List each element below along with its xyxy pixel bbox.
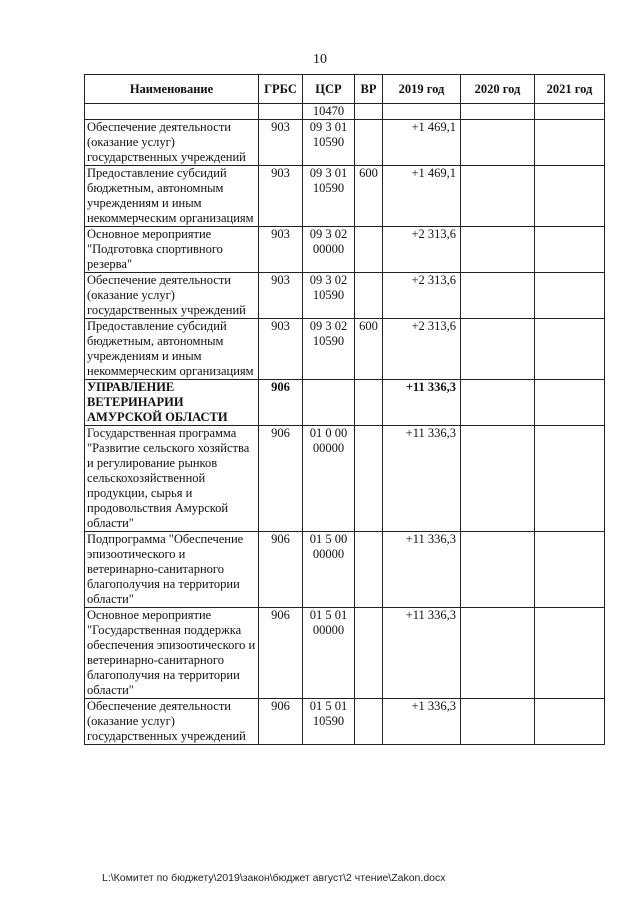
row-grbs-cell: 903 — [259, 319, 303, 380]
row-grbs-cell: 906 — [259, 699, 303, 745]
row-2019-cell — [383, 104, 461, 120]
row-name-cell: Обеспечение деятельности (оказание услуг) государственных учреждений — [85, 273, 259, 319]
row-name-cell — [85, 104, 259, 120]
row-2019-cell: +11 336,3 — [383, 532, 461, 608]
row-2021-cell — [535, 166, 605, 227]
row-vr-cell — [355, 532, 383, 608]
table-row — [85, 532, 605, 608]
row-vr-cell — [355, 608, 383, 699]
header-csr: ЦСР — [303, 75, 355, 104]
row-csr-cell: 09 3 02 10590 — [303, 319, 355, 380]
row-name-cell: Обеспечение деятельности (оказание услуг) государственных учреждений — [85, 120, 259, 166]
table-row — [85, 319, 605, 380]
row-2021-cell — [535, 699, 605, 745]
row-grbs-cell: 903 — [259, 227, 303, 273]
row-name-cell: Государственная программа "Развитие сельского хозяйства и регулирование рынков сельскохозяйственной продукции, сырья и продовольствия Амурской области" — [85, 426, 259, 532]
table-row — [85, 699, 605, 745]
row-2020-cell — [461, 380, 535, 426]
row-csr-cell: 01 5 01 10590 — [303, 699, 355, 745]
row-vr-cell — [355, 104, 383, 120]
row-2020-cell — [461, 699, 535, 745]
row-csr-cell: 10470 — [303, 104, 355, 120]
row-csr-cell — [303, 380, 355, 426]
row-2021-cell — [535, 120, 605, 166]
row-vr-cell — [355, 380, 383, 426]
row-2021-cell — [535, 227, 605, 273]
row-2019-cell: +11 336,3 — [383, 426, 461, 532]
row-2019-cell: +1 469,1 — [383, 120, 461, 166]
row-vr-cell — [355, 120, 383, 166]
row-2021-cell — [535, 273, 605, 319]
row-grbs-cell — [259, 104, 303, 120]
row-name-cell: Предоставление субсидий бюджетным, автономным учреждениям и иным некоммерческим организациям — [85, 319, 259, 380]
row-2020-cell — [461, 273, 535, 319]
row-vr-cell: 600 — [355, 319, 383, 380]
row-csr-cell: 01 5 00 00000 — [303, 532, 355, 608]
row-2020-cell — [461, 227, 535, 273]
row-2020-cell — [461, 532, 535, 608]
row-grbs-cell: 906 — [259, 426, 303, 532]
row-grbs-cell: 906 — [259, 532, 303, 608]
row-2021-cell — [535, 319, 605, 380]
footer-file-path: L:\Комитет по бюджету\2019\закон\бюджет август\2 чтение\Zakon.docx — [102, 872, 446, 884]
row-vr-cell: 600 — [355, 166, 383, 227]
row-csr-cell: 09 3 02 10590 — [303, 273, 355, 319]
row-name-cell: Предоставление субсидий бюджетным, автономным учреждениям и иным некоммерческим организациям — [85, 166, 259, 227]
header-name: Наименование — [85, 75, 259, 104]
table-row — [85, 426, 605, 532]
row-2020-cell — [461, 104, 535, 120]
table-row — [85, 380, 605, 426]
row-name-cell: Подпрограмма "Обеспечение эпизоотического и ветеринарно-санитарного благополучия на территории области" — [85, 532, 259, 608]
row-csr-cell: 01 5 01 00000 — [303, 608, 355, 699]
row-2020-cell — [461, 426, 535, 532]
row-name-cell: Основное мероприятие "Подготовка спортивного резерва" — [85, 227, 259, 273]
row-csr-cell: 09 3 01 10590 — [303, 120, 355, 166]
row-csr-cell: 01 0 00 00000 — [303, 426, 355, 532]
row-grbs-cell: 903 — [259, 273, 303, 319]
table-header-row — [85, 75, 605, 104]
row-grbs-cell: 906 — [259, 608, 303, 699]
table-row — [85, 166, 605, 227]
table-row — [85, 104, 605, 120]
row-2021-cell — [535, 608, 605, 699]
header-2020: 2020 год — [461, 75, 535, 104]
row-2020-cell — [461, 608, 535, 699]
header-vr: ВР — [355, 75, 383, 104]
budget-table — [84, 74, 605, 745]
row-2021-cell — [535, 532, 605, 608]
row-2019-cell: +1 469,1 — [383, 166, 461, 227]
row-vr-cell — [355, 426, 383, 532]
row-csr-cell: 09 3 02 00000 — [303, 227, 355, 273]
row-vr-cell — [355, 699, 383, 745]
header-grbs: ГРБС — [259, 75, 303, 104]
table-row — [85, 120, 605, 166]
row-2021-cell — [535, 426, 605, 532]
row-2019-cell: +2 313,6 — [383, 227, 461, 273]
row-2020-cell — [461, 120, 535, 166]
row-2019-cell: +11 336,3 — [383, 380, 461, 426]
header-2019: 2019 год — [383, 75, 461, 104]
row-grbs-cell: 906 — [259, 380, 303, 426]
row-name-cell: УПРАВЛЕНИЕ ВЕТЕРИНАРИИ АМУРСКОЙ ОБЛАСТИ — [85, 380, 259, 426]
table-row — [85, 227, 605, 273]
row-csr-cell: 09 3 01 10590 — [303, 166, 355, 227]
row-2020-cell — [461, 166, 535, 227]
row-vr-cell — [355, 273, 383, 319]
row-name-cell: Основное мероприятие "Государственная поддержка обеспечения эпизоотического и ветеринарно-санитарного благополучия на территории области" — [85, 608, 259, 699]
row-name-cell: Обеспечение деятельности (оказание услуг) государственных учреждений — [85, 699, 259, 745]
row-vr-cell — [355, 227, 383, 273]
header-2021: 2021 год — [535, 75, 605, 104]
row-grbs-cell: 903 — [259, 166, 303, 227]
row-2019-cell: +11 336,3 — [383, 608, 461, 699]
row-2021-cell — [535, 380, 605, 426]
row-2021-cell — [535, 104, 605, 120]
row-2019-cell: +2 313,6 — [383, 273, 461, 319]
page-number: 10 — [313, 52, 327, 67]
row-2019-cell: +1 336,3 — [383, 699, 461, 745]
row-2020-cell — [461, 319, 535, 380]
row-2019-cell: +2 313,6 — [383, 319, 461, 380]
row-grbs-cell: 903 — [259, 120, 303, 166]
table-row — [85, 273, 605, 319]
table-row — [85, 608, 605, 699]
